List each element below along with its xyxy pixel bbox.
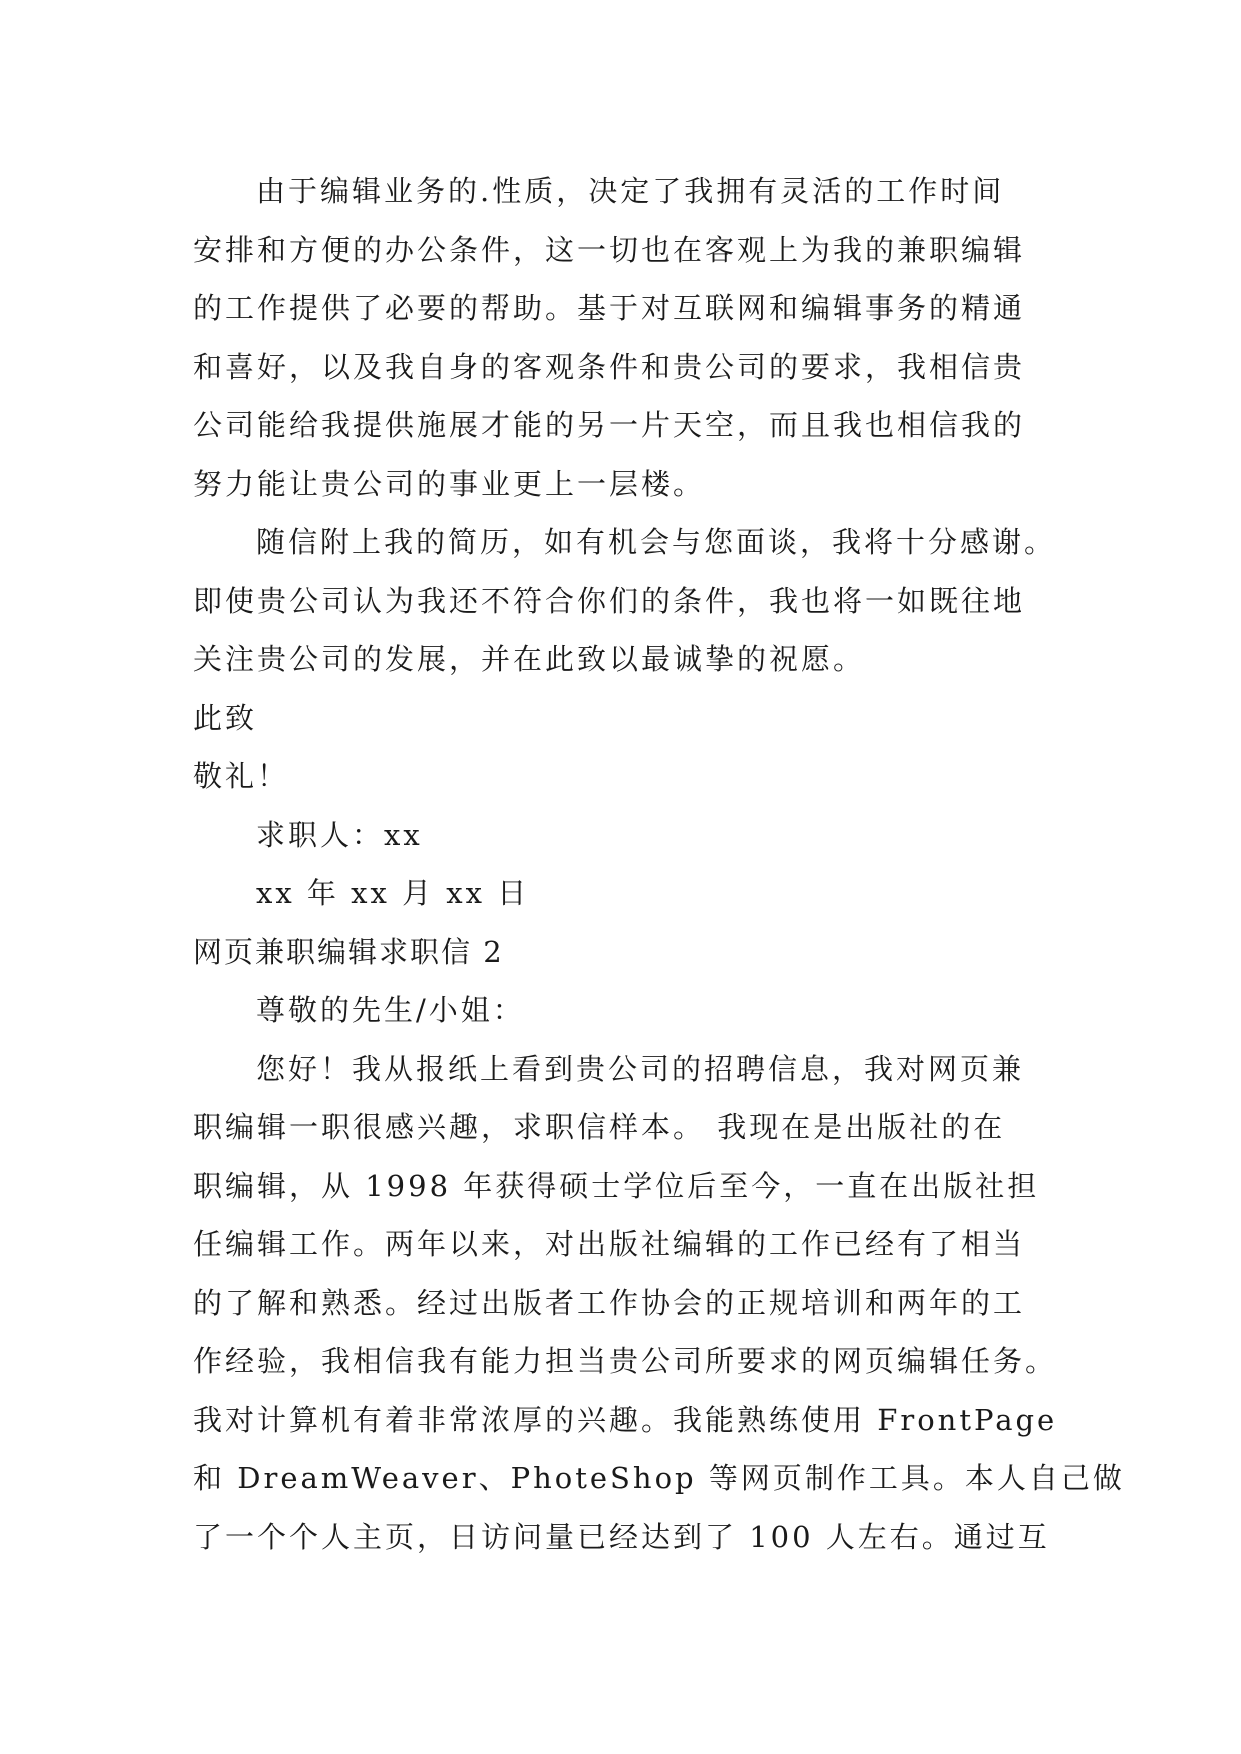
letter-date: xx 年 xx 月 xx 日: [256, 876, 530, 910]
paragraph-line: 关注贵公司的发展，并在此致以最诚挚的祝愿。: [193, 642, 866, 676]
paragraph-line: 您好！我从报纸上看到贵公司的招聘信息，我对网页兼: [256, 1051, 1025, 1086]
paragraph-line: 随信附上我的简历，如有机会与您面谈，我将十分感谢。: [256, 525, 1057, 559]
paragraph-line: 的了解和熟悉。经过出版者工作协会的正规培训和两年的工: [193, 1285, 1026, 1320]
paragraph-line: 了一个个人主页，日访问量已经达到了 100 人左右。通过互: [193, 1519, 1050, 1554]
letter-body: [193, 162, 1125, 1566]
section-title: 网页兼职编辑求职信 2: [193, 934, 504, 969]
paragraph-line: 我对计算机有着非常浓厚的兴趣。我能熟练使用 FrontPage: [193, 1402, 1058, 1437]
paragraph-line: 安排和方便的办公条件，这一切也在客观上为我的兼职编辑: [193, 232, 1026, 267]
paragraph-line: 作经验，我相信我有能力担当贵公司所要求的网页编辑任务。: [193, 1344, 1058, 1378]
paragraph-line: 和 DreamWeaver、PhoteShop 等网页制作工具。本人自己做: [193, 1461, 1125, 1495]
closing-salutation: 此致: [193, 700, 258, 735]
paragraph-line: 的工作提供了必要的帮助。基于对互联网和编辑事务的精通: [193, 291, 1026, 325]
paragraph-line: 公司能给我提供施展才能的另一片天空，而且我也相信我的: [193, 408, 1026, 442]
paragraph-line: 和喜好，以及我自身的客观条件和贵公司的要求，我相信贵: [193, 349, 1026, 384]
paragraph-line: 职编辑，从 1998 年获得硕士学位后至今，一直在出版社担: [193, 1168, 1040, 1203]
closing-regards: 敬礼！: [193, 759, 290, 793]
paragraph-line: 任编辑工作。两年以来，对出版社编辑的工作已经有了相当: [193, 1227, 1026, 1261]
paragraph-line: 职编辑一职很感兴趣，求职信样本。 我现在是出版社的在: [193, 1110, 1006, 1144]
paragraph-line: 努力能让贵公司的事业更上一层楼。: [193, 466, 706, 501]
paragraph-line: 即使贵公司认为我还不符合你们的条件，我也将一如既往地: [193, 583, 1026, 618]
greeting: 尊敬的先生/小姐：: [256, 993, 525, 1027]
applicant-signature: 求职人：xx: [256, 817, 423, 852]
paragraph-line: 由于编辑业务的.性质，决定了我拥有灵活的工作时间: [256, 174, 1005, 208]
